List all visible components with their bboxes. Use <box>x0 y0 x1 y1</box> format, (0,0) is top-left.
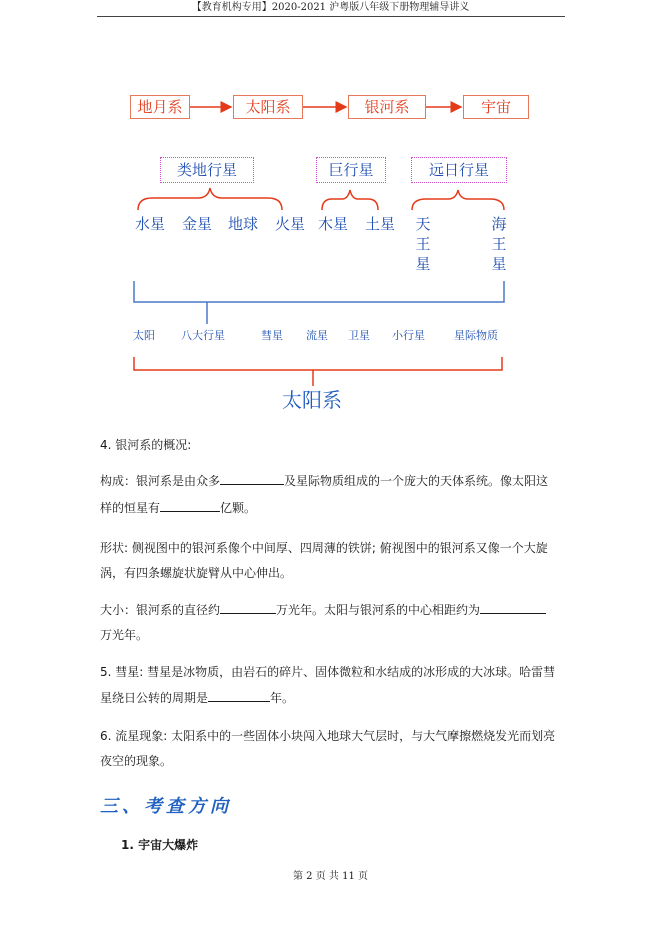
planet-saturn: 土星 <box>365 215 396 233</box>
neptune-char-1: 海 <box>491 215 507 233</box>
member-satellites: 卫星 <box>348 329 370 342</box>
member-asteroids: 小行星 <box>392 329 425 342</box>
blue-bracket <box>134 281 504 302</box>
flow-item-milky-way: 银河系 <box>348 95 426 119</box>
section-title: 三、考查方向 <box>100 796 232 817</box>
neptune-char-2: 王 <box>491 235 507 253</box>
solar-system-title: 太阳系 <box>282 388 342 412</box>
group-giant-planets: 巨行星 <box>316 157 386 183</box>
item-4-composition: 构成：银河系是由众多 及星际物质组成的一个庞大的天体系统。像太阳这 <box>100 468 564 494</box>
item-6-meteor-cont: 夜空的现象。 <box>100 754 173 768</box>
item-6-meteor: 6. 流星现象: 太阳系中的一些固体小块闯入地球大气层时，与大气摩擦燃烧发光而划亮 <box>100 729 556 743</box>
brace-terrestrial <box>138 188 282 210</box>
blank-halley-period[interactable] <box>208 688 270 702</box>
flow-item-solar-system: 太阳系 <box>233 95 303 119</box>
item-4-title: 4. 银河系的概况: <box>100 438 192 452</box>
planet-venus: 金星 <box>182 215 213 233</box>
group-outer-planets: 远日行星 <box>411 157 507 183</box>
blank-sun-distance[interactable] <box>480 600 546 614</box>
planet-uranus <box>414 214 432 274</box>
item-4-shape: 形状: 侧视图中的银河系像个中间厚、四周薄的铁饼; 俯视图中的银河系又像一个大旋 <box>100 541 548 555</box>
page-footer: 第 2 页 共 11 页 <box>293 871 368 882</box>
blank-diameter[interactable] <box>220 600 276 614</box>
uranus-char-2: 王 <box>415 235 431 253</box>
planet-mercury: 水星 <box>135 215 166 233</box>
blank-stars[interactable] <box>220 471 284 485</box>
document-header: 【教育机构专用】2020-2021 沪粤版八年级下册物理辅导讲义 <box>191 2 470 13</box>
flow-item-universe: 宇宙 <box>463 95 529 119</box>
group-terrestrial-planets: 类地行星 <box>160 157 254 183</box>
planet-earth: 地球 <box>228 215 259 233</box>
item-5-comet-cont: 星绕日公转的周期是 年。 <box>100 685 564 711</box>
item-4-size-cont: 万光年。 <box>100 628 149 642</box>
member-interstellar-matter: 星际物质 <box>454 329 498 342</box>
red-bracket <box>134 357 502 370</box>
member-eight-planets: 八大行星 <box>181 329 225 342</box>
item-4-size: 大小：银河系的直径约 万光年。太阳与银河系的中心相距约为 <box>100 597 564 623</box>
blank-star-count[interactable] <box>160 498 220 512</box>
member-meteors: 流星 <box>306 329 328 342</box>
member-sun: 太阳 <box>133 329 155 342</box>
planet-mars: 火星 <box>275 215 306 233</box>
neptune-char-3: 星 <box>491 255 507 273</box>
brace-giant <box>322 190 378 210</box>
brace-outer <box>412 190 504 210</box>
sub-title: 1. 宇宙大爆炸 <box>121 838 199 852</box>
flow-item-earth-moon: 地月系 <box>130 95 190 119</box>
planet-jupiter: 木星 <box>318 215 349 233</box>
planet-neptune <box>490 214 508 274</box>
item-5-comet: 5. 彗星: 彗星是冰物质，由岩石的碎片、固体微粒和水结成的冰形成的大冰球。哈雷彗 <box>100 665 556 679</box>
member-comets: 彗星 <box>261 329 283 342</box>
uranus-char-1: 天 <box>415 215 431 233</box>
uranus-char-3: 星 <box>415 255 431 273</box>
item-4-shape-cont: 涡，有四条螺旋状旋臂从中心伸出。 <box>100 566 293 580</box>
item-4-composition-cont: 样的恒星有 亿颗。 <box>100 495 564 521</box>
